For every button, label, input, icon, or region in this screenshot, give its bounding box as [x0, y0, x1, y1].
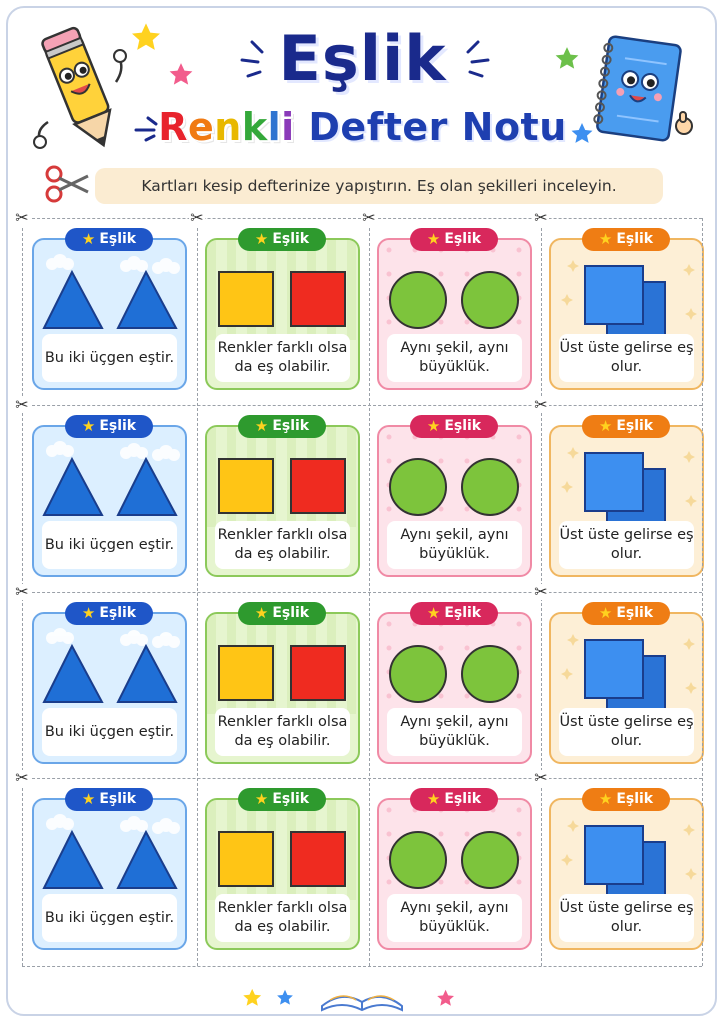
page-title: Eşlik [278, 22, 447, 95]
card-overlap [549, 238, 704, 390]
card-badge-label: Eşlik [272, 791, 310, 807]
circles-illustration [379, 427, 532, 527]
card-caption: Aynı şekil, aynı büyüklük. [387, 521, 522, 569]
square-shape-front [585, 826, 643, 884]
cut-line-horizontal [22, 966, 702, 967]
scissors-icon: ✂ [534, 395, 548, 414]
card-badge [410, 788, 498, 811]
triangles-illustration [34, 427, 187, 527]
star-icon: ★ [426, 230, 441, 248]
overlap-illustration [551, 614, 704, 714]
scissors-icon: ✂ [534, 582, 548, 601]
cloud-icon [120, 443, 148, 459]
triangles-illustration [34, 800, 187, 900]
overlap-illustration [551, 800, 704, 900]
card-caption: Bu iki üçgen eştir. [42, 334, 177, 382]
scissors-icon: ✂ [190, 208, 204, 227]
card-badge [65, 228, 153, 251]
card-circles [377, 798, 532, 950]
star-icon: ★ [254, 230, 269, 248]
card-badge [65, 415, 153, 438]
scissors-icon: ✂ [534, 768, 548, 787]
square-shape [219, 646, 273, 700]
card-badge-label: Eşlik [444, 791, 482, 807]
circles-illustration [379, 800, 532, 900]
card-badge [410, 415, 498, 438]
subtitle-letter: e [187, 105, 215, 149]
star-icon: ★ [598, 230, 613, 248]
card-badge [582, 228, 670, 251]
cloud-icon [46, 441, 74, 457]
square-shape [219, 832, 273, 886]
star-icon: ★ [598, 790, 613, 808]
cloud-icon [152, 445, 180, 461]
cloud-icon [46, 814, 74, 830]
cloud-icon [152, 258, 180, 274]
card-badge-label: Eşlik [616, 605, 654, 621]
card-circles [377, 425, 532, 577]
subtitle-letter: R [158, 105, 188, 149]
cut-line-horizontal [22, 405, 702, 406]
card-squares [205, 612, 360, 764]
circle-shape [390, 272, 446, 328]
card-badge [582, 602, 670, 625]
card-caption: Bu iki üçgen eştir. [42, 521, 177, 569]
square-shape [219, 459, 273, 513]
card-badge [582, 788, 670, 811]
scissors-icon: ✂ [534, 208, 548, 227]
card-circles [377, 612, 532, 764]
subtitle-colored-word [158, 105, 294, 149]
overlap-illustration [551, 240, 704, 340]
cut-line-horizontal [22, 592, 702, 593]
card-badge [238, 602, 326, 625]
square-shape [291, 646, 345, 700]
card-badge-label: Eşlik [616, 791, 654, 807]
open-book-icon [322, 996, 402, 1010]
triangle-shape [118, 272, 176, 328]
square-shape-front [585, 453, 643, 511]
card-overlap [549, 798, 704, 950]
circle-shape [462, 646, 518, 702]
card-badge-label: Eşlik [616, 418, 654, 434]
page-subtitle [0, 105, 725, 149]
cut-line-vertical [702, 218, 703, 966]
triangles-illustration [34, 614, 187, 714]
card-triangles [32, 798, 187, 950]
scissors-icon: ✂ [15, 395, 29, 414]
subtitle-letter: i [281, 105, 295, 149]
cut-line-vertical [369, 218, 370, 966]
star-icon: ★ [81, 604, 96, 622]
card-caption: Renkler farklı olsa da eş olabilir. [215, 334, 350, 382]
card-squares [205, 798, 360, 950]
scissors-icon: ✂ [362, 208, 376, 227]
triangle-shape [118, 646, 176, 702]
circle-shape [462, 832, 518, 888]
star-icon: ★ [598, 417, 613, 435]
card-badge [238, 788, 326, 811]
card-caption: Aynı şekil, aynı büyüklük. [387, 334, 522, 382]
triangle-shape [44, 832, 102, 888]
star-icon: ★ [598, 604, 613, 622]
scissors-icon: ✂ [15, 582, 29, 601]
card-caption: Üst üste gelirse eş olur. [559, 334, 694, 382]
card-badge-label: Eşlik [99, 605, 137, 621]
subtitle-letter: n [214, 105, 242, 149]
scissors-icon [44, 164, 90, 204]
cloud-icon [46, 254, 74, 270]
circles-illustration [379, 240, 532, 340]
card-badge-label: Eşlik [272, 418, 310, 434]
card-badge-label: Eşlik [444, 605, 482, 621]
subtitle-letter: k [241, 105, 268, 149]
card-badge [65, 602, 153, 625]
triangles-illustration [34, 240, 187, 340]
card-caption: Aynı şekil, aynı büyüklük. [387, 894, 522, 942]
cloud-icon [120, 630, 148, 646]
cloud-icon [152, 818, 180, 834]
star-icon [277, 990, 293, 1005]
square-shape [219, 272, 273, 326]
card-badge [238, 228, 326, 251]
instruction-bar: Kartları kesip defterinize yapıştırın. Eş olan şekilleri inceleyin. [95, 168, 663, 204]
card-badge [410, 228, 498, 251]
card-triangles [32, 238, 187, 390]
circle-shape [390, 832, 446, 888]
star-icon: ★ [81, 230, 96, 248]
star-icon: ★ [254, 417, 269, 435]
card-caption: Aynı şekil, aynı büyüklük. [387, 708, 522, 756]
cut-line-vertical [197, 218, 198, 966]
footer-decoration [0, 980, 725, 1016]
square-shape-front [585, 266, 643, 324]
card-caption: Renkler farklı olsa da eş olabilir. [215, 708, 350, 756]
card-badge-label: Eşlik [444, 231, 482, 247]
squares-illustration [207, 614, 360, 714]
square-shape [291, 272, 345, 326]
overlap-illustration [551, 427, 704, 527]
card-caption: Üst üste gelirse eş olur. [559, 521, 694, 569]
star-icon: ★ [426, 790, 441, 808]
star-icon: ★ [254, 604, 269, 622]
cloud-icon [120, 256, 148, 272]
card-overlap [549, 425, 704, 577]
square-shape [291, 832, 345, 886]
triangle-shape [118, 832, 176, 888]
triangle-shape [44, 272, 102, 328]
circle-shape [390, 459, 446, 515]
cloud-icon [152, 632, 180, 648]
card-badge-label: Eşlik [272, 605, 310, 621]
scissors-icon: ✂ [15, 208, 29, 227]
triangle-shape [44, 646, 102, 702]
card-squares [205, 238, 360, 390]
card-caption: Üst üste gelirse eş olur. [559, 708, 694, 756]
card-badge [410, 602, 498, 625]
card-overlap [549, 612, 704, 764]
cloud-icon [120, 816, 148, 832]
square-shape-front [585, 640, 643, 698]
card-badge-label: Eşlik [99, 791, 137, 807]
circle-shape [390, 646, 446, 702]
star-icon [437, 990, 454, 1006]
circle-shape [462, 272, 518, 328]
star-icon: ★ [426, 604, 441, 622]
card-caption: Renkler farklı olsa da eş olabilir. [215, 521, 350, 569]
card-badge-label: Eşlik [444, 418, 482, 434]
scissors-icon: ✂ [15, 768, 29, 787]
circles-illustration [379, 614, 532, 714]
star-icon: ★ [254, 790, 269, 808]
card-squares [205, 425, 360, 577]
card-triangles [32, 612, 187, 764]
card-triangles [32, 425, 187, 577]
card-badge [65, 788, 153, 811]
triangle-shape [118, 459, 176, 515]
card-caption: Üst üste gelirse eş olur. [559, 894, 694, 942]
subtitle-letter: l [267, 105, 282, 149]
star-icon: ★ [81, 417, 96, 435]
card-badge [238, 415, 326, 438]
card-caption: Bu iki üçgen eştir. [42, 708, 177, 756]
subtitle-word: Defter Notu [308, 105, 567, 149]
squares-illustration [207, 240, 360, 340]
card-badge [582, 415, 670, 438]
card-circles [377, 238, 532, 390]
squares-illustration [207, 427, 360, 527]
circle-shape [462, 459, 518, 515]
star-icon: ★ [426, 417, 441, 435]
star-icon [243, 989, 261, 1006]
squares-illustration [207, 800, 360, 900]
card-caption: Renkler farklı olsa da eş olabilir. [215, 894, 350, 942]
cut-line-horizontal [22, 778, 702, 779]
star-icon: ★ [81, 790, 96, 808]
card-badge-label: Eşlik [99, 231, 137, 247]
card-caption: Bu iki üçgen eştir. [42, 894, 177, 942]
card-badge-label: Eşlik [616, 231, 654, 247]
square-shape [291, 459, 345, 513]
card-badge-label: Eşlik [99, 418, 137, 434]
card-badge-label: Eşlik [272, 231, 310, 247]
cloud-icon [46, 628, 74, 644]
triangle-shape [44, 459, 102, 515]
